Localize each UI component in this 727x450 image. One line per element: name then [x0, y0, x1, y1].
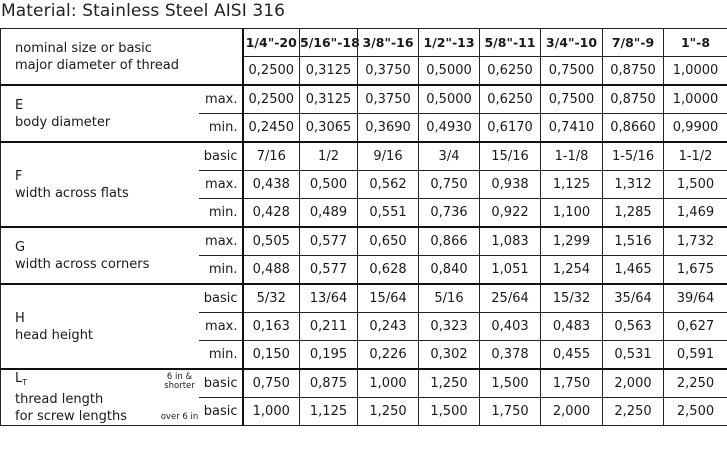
row-qualifier: max.	[199, 171, 243, 199]
table-cell: 1,250	[419, 369, 480, 398]
group-label-e	[1, 85, 199, 142]
table-cell: 1-1/8	[541, 142, 603, 171]
group-name-line1: thread length	[15, 392, 104, 407]
size-header: 1"-8	[664, 29, 727, 57]
table-cell: 0,3065	[300, 114, 358, 143]
nominal-size-label	[1, 29, 243, 86]
table-cell: 0,750	[419, 171, 480, 199]
table-cell: 0,323	[419, 313, 480, 341]
table-cell: 39/64	[664, 284, 727, 313]
table-cell: 0,750	[243, 369, 300, 398]
table-cell: 0,488	[243, 256, 300, 285]
table-cell: 0,211	[300, 313, 358, 341]
table-cell: 0,922	[480, 199, 541, 228]
diameter-value: 0,6250	[480, 57, 541, 86]
group-name: head height	[15, 327, 94, 343]
table-cell: 0,6250	[480, 85, 541, 114]
row-qualifier: max.	[199, 313, 243, 341]
table-cell: 1-1/2	[664, 142, 727, 171]
table-cell: 0,7410	[541, 114, 603, 143]
table-cell: 0,403	[480, 313, 541, 341]
table-cell: 1,0000	[664, 85, 727, 114]
table-cell: 0,531	[603, 341, 664, 370]
table-cell: 0,551	[358, 199, 419, 228]
table-cell: 0,378	[480, 341, 541, 370]
size-header: 1/4"-20	[243, 29, 300, 57]
table-cell: 0,500	[300, 171, 358, 199]
table-row	[1, 227, 727, 256]
table-cell: 0,505	[243, 227, 300, 256]
table-cell: 1,100	[541, 199, 603, 228]
table-cell: 1-5/16	[603, 142, 664, 171]
table-cell: 1,732	[664, 227, 727, 256]
table-cell: 15/16	[480, 142, 541, 171]
diameter-value: 0,8750	[603, 57, 664, 86]
table-cell: 1,051	[480, 256, 541, 285]
table-cell: 1,299	[541, 227, 603, 256]
nominal-size-label-line2: major diameter of thread	[15, 57, 180, 73]
table-cell: 0,455	[541, 341, 603, 370]
table-cell: 0,7500	[541, 85, 603, 114]
table-cell: 0,627	[664, 313, 727, 341]
table-cell: 5/16	[419, 284, 480, 313]
table-cell: 1,750	[480, 398, 541, 426]
table-cell: 35/64	[603, 284, 664, 313]
table-cell: 0,562	[358, 171, 419, 199]
table-cell: 1,000	[358, 369, 419, 398]
table-cell: 1,469	[664, 199, 727, 228]
table-cell: 0,3690	[358, 114, 419, 143]
table-cell: 1,500	[664, 171, 727, 199]
table-cell: 25/64	[480, 284, 541, 313]
table-cell: 9/16	[358, 142, 419, 171]
diameter-value: 0,2500	[243, 57, 300, 86]
row-qualifier: min.	[199, 114, 243, 143]
table-cell: 1,254	[541, 256, 603, 285]
row-qualifier: max.	[199, 227, 243, 256]
row-qualifier: min.	[199, 341, 243, 370]
table-row	[1, 284, 727, 313]
size-header: 5/16"-18	[300, 29, 358, 57]
diameter-value: 1,0000	[664, 57, 727, 86]
group-label-h	[1, 284, 199, 369]
group-name: width across corners	[15, 256, 150, 272]
header-row-sizes	[1, 29, 727, 57]
table-cell: 1,500	[480, 369, 541, 398]
table-cell: 0,483	[541, 313, 603, 341]
size-header: 5/8"-11	[480, 29, 541, 57]
table-cell: 2,000	[541, 398, 603, 426]
table-cell: 1,465	[603, 256, 664, 285]
table-cell: 1,083	[480, 227, 541, 256]
table-cell: 0,577	[300, 256, 358, 285]
table-cell: 0,302	[419, 341, 480, 370]
table-row	[1, 142, 727, 171]
table-cell: 0,8750	[603, 85, 664, 114]
table-cell: 0,195	[300, 341, 358, 370]
table-cell: 1,312	[603, 171, 664, 199]
row-qualifier: max.	[199, 85, 243, 114]
table-row	[1, 369, 727, 398]
table-cell: 0,9900	[664, 114, 727, 143]
table-cell: 0,3750	[358, 85, 419, 114]
material-title: Material: Stainless Steel AISI 316	[1, 1, 286, 21]
table-cell: 0,938	[480, 171, 541, 199]
size-header: 7/8"-9	[603, 29, 664, 57]
table-cell: 0,6170	[480, 114, 541, 143]
table-cell: 0,563	[603, 313, 664, 341]
diameter-value: 0,5000	[419, 57, 480, 86]
row-qualifier: basic	[199, 142, 243, 171]
size-header: 1/2"-13	[419, 29, 480, 57]
table-cell: 0,2500	[243, 85, 300, 114]
group-letter: G	[15, 239, 26, 255]
group-label-g	[1, 227, 199, 284]
table-cell: 0,243	[358, 313, 419, 341]
table-cell: 0,438	[243, 171, 300, 199]
table-cell: 0,3125	[300, 85, 358, 114]
table-cell: 0,875	[300, 369, 358, 398]
table-cell: 1,000	[243, 398, 300, 426]
table-cell: 0,226	[358, 341, 419, 370]
length-condition: over 6 in	[160, 412, 199, 422]
table-cell: 1,125	[541, 171, 603, 199]
table-cell: 1,500	[419, 398, 480, 426]
length-condition: 6 in & shorter	[164, 372, 195, 391]
size-header: 3/4"-10	[541, 29, 603, 57]
table-cell: 3/4	[419, 142, 480, 171]
table-cell: 15/64	[358, 284, 419, 313]
table-cell: 15/32	[541, 284, 603, 313]
table-cell: 2,250	[664, 369, 727, 398]
row-qualifier: basic	[199, 284, 243, 313]
nominal-size-label-line1: nominal size or basic	[15, 40, 152, 56]
table-cell: 2,000	[603, 369, 664, 398]
table-cell: 0,163	[243, 313, 300, 341]
row-qualifier: basic	[199, 369, 243, 398]
table-cell: 1/2	[300, 142, 358, 171]
table-cell: 13/64	[300, 284, 358, 313]
table-cell: 1,285	[603, 199, 664, 228]
table-cell: 0,5000	[419, 85, 480, 114]
group-letter: E	[15, 97, 24, 113]
table-cell: 0,591	[664, 341, 727, 370]
row-qualifier: basic	[199, 398, 243, 426]
dimension-table	[0, 28, 727, 426]
table-cell: 7/16	[243, 142, 300, 171]
table-cell: 0,736	[419, 199, 480, 228]
lt-letter: L	[15, 371, 23, 386]
group-label-f	[1, 142, 199, 227]
table-cell: 0,489	[300, 199, 358, 228]
table-cell: 2,250	[603, 398, 664, 426]
table-cell: 0,2450	[243, 114, 300, 143]
table-cell: 5/32	[243, 284, 300, 313]
group-label-lt	[1, 369, 199, 426]
table-cell: 0,628	[358, 256, 419, 285]
table-cell: 0,866	[419, 227, 480, 256]
table-cell: 0,650	[358, 227, 419, 256]
group-letter: F	[15, 168, 23, 184]
table-cell: 1,250	[358, 398, 419, 426]
lt-subscript: T	[22, 378, 28, 387]
group-name-line2: for screw lengths	[15, 409, 127, 424]
table-cell: 1,125	[300, 398, 358, 426]
table-cell: 0,8660	[603, 114, 664, 143]
row-qualifier: min.	[199, 256, 243, 285]
table-cell: 1,516	[603, 227, 664, 256]
table-row	[1, 85, 727, 114]
table-cell: 1,675	[664, 256, 727, 285]
size-header: 3/8"-16	[358, 29, 419, 57]
table-cell: 1,750	[541, 369, 603, 398]
table-cell: 0,577	[300, 227, 358, 256]
group-letter: H	[15, 310, 25, 326]
diameter-value: 0,3750	[358, 57, 419, 86]
diameter-value: 0,7500	[541, 57, 603, 86]
table-cell: 2,500	[664, 398, 727, 426]
group-name: width across flats	[15, 185, 129, 201]
table-cell: 0,840	[419, 256, 480, 285]
group-name: body diameter	[15, 114, 111, 130]
table-cell: 0,150	[243, 341, 300, 370]
row-qualifier: min.	[199, 199, 243, 228]
table-cell: 0,428	[243, 199, 300, 228]
table-cell: 0,4930	[419, 114, 480, 143]
diameter-value: 0,3125	[300, 57, 358, 86]
